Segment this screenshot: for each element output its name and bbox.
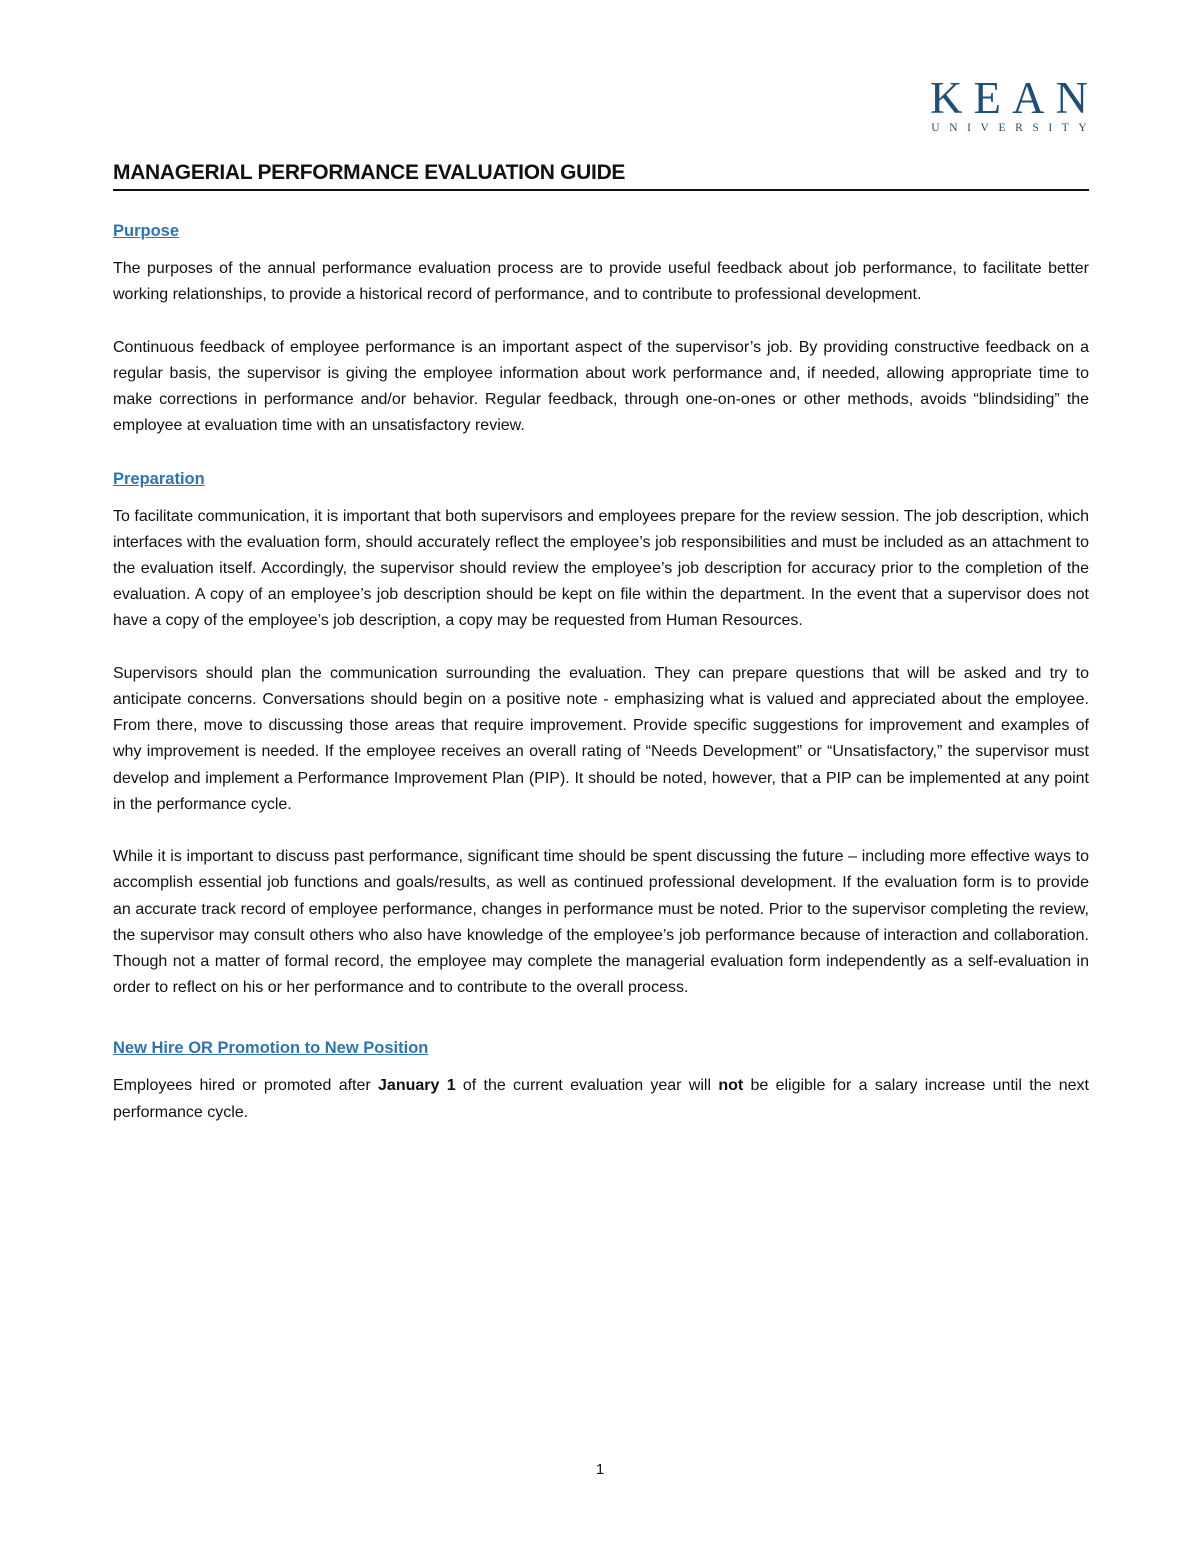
- section-heading-purpose: Purpose: [113, 222, 180, 240]
- section-heading-preparation: Preparation: [113, 469, 205, 488]
- section-heading-new-hire: New Hire OR Promotion to New Position: [113, 1039, 429, 1058]
- logo-subtitle: UNIVERSITY: [931, 122, 1097, 134]
- section-preparation: [113, 466, 1089, 1002]
- document-title: MANAGERIAL PERFORMANCE EVALUATION GUIDE: [113, 159, 1089, 191]
- preparation-paragraph-3: While it is important to discuss past performance, significant time should be spent discussing the future – including more effective ways to accomplish essential job functions and goals/results, as well as continued professional development. If the evaluation form is to provide an accurate track record of employee performance, changes in performance must be noted. Prior to the supervisor completing the review, the supervisor may consult others who also have knowledge of the employee’s job performance because of interaction and collaboration. Though not a matter of formal record, the employee may complete the managerial evaluation form independently as a self-evaluation in order to reflect on his or her performance and to contribute to the overall process.: [113, 848, 1089, 997]
- new-hire-text-2: of the current evaluation year will: [455, 1077, 719, 1095]
- document-body: [113, 218, 1089, 1152]
- new-hire-text-3: be eligible for a salary increase until the next performance cycle.: [113, 1077, 1089, 1121]
- section-purpose: [113, 218, 1089, 439]
- new-hire-date: January 1: [378, 1077, 456, 1095]
- new-hire-paragraph: [113, 1073, 1089, 1125]
- preparation-paragraph-1: To facilitate communication, it is important that both supervisors and employees prepare for the review session. The job description, which interfaces with the evaluation form, should accurately reflect the employee’s job responsibilities and must be included as an attachment to the evaluation itself. Accordingly, the supervisor should review the employee’s job description for accuracy prior to the completion of the evaluation. A copy of an employee’s job description should be kept on file within the department. In the event that a supervisor does not have a copy of the employee’s job description, a copy may be requested from Human Resources.: [113, 507, 1089, 630]
- new-hire-text-1: Employees hired or promoted after: [113, 1077, 379, 1095]
- page-number: 1: [595, 1461, 605, 1478]
- preparation-paragraph-2: Supervisors should plan the communication surrounding the evaluation. They can prepare questions that will be asked and try to anticipate concerns. Conversations should begin on a positive note - emphasizing what is valued and appreciated about the employee. From there, move to discussing those areas that require improvement. Provide specific suggestions for improvement and examples of why improvement is needed. If the employee receives an overall rating of “Needs Development” or “Unsatisfactory,” the supervisor must develop and implement a Performance Improvement Plan (PIP). It should be noted, however, that a PIP can be implemented at any point in the performance cycle.: [113, 664, 1089, 813]
- section-new-hire: [113, 1035, 1089, 1125]
- logo-wordmark: KEAN: [930, 73, 1099, 123]
- purpose-paragraph-2: Continuous feedback of employee performance is an important aspect of the supervisor’s job. By providing constructive feedback on a regular basis, the supervisor is giving the employee information about work performance and, if needed, allowing appropriate time to make corrections in performance and/or behavior. Regular feedback, through one-on-ones or other methods, avoids “blindsiding” the employee at evaluation time with an unsatisfactory review.: [113, 338, 1089, 435]
- purpose-paragraph-1: The purposes of the annual performance evaluation process are to provide useful feedback about job performance, to facilitate better working relationships, to provide a historical record of performance, and to contribute to professional development.: [113, 260, 1089, 304]
- new-hire-emphasis: not: [718, 1077, 744, 1095]
- kean-university-logo: [930, 73, 1099, 135]
